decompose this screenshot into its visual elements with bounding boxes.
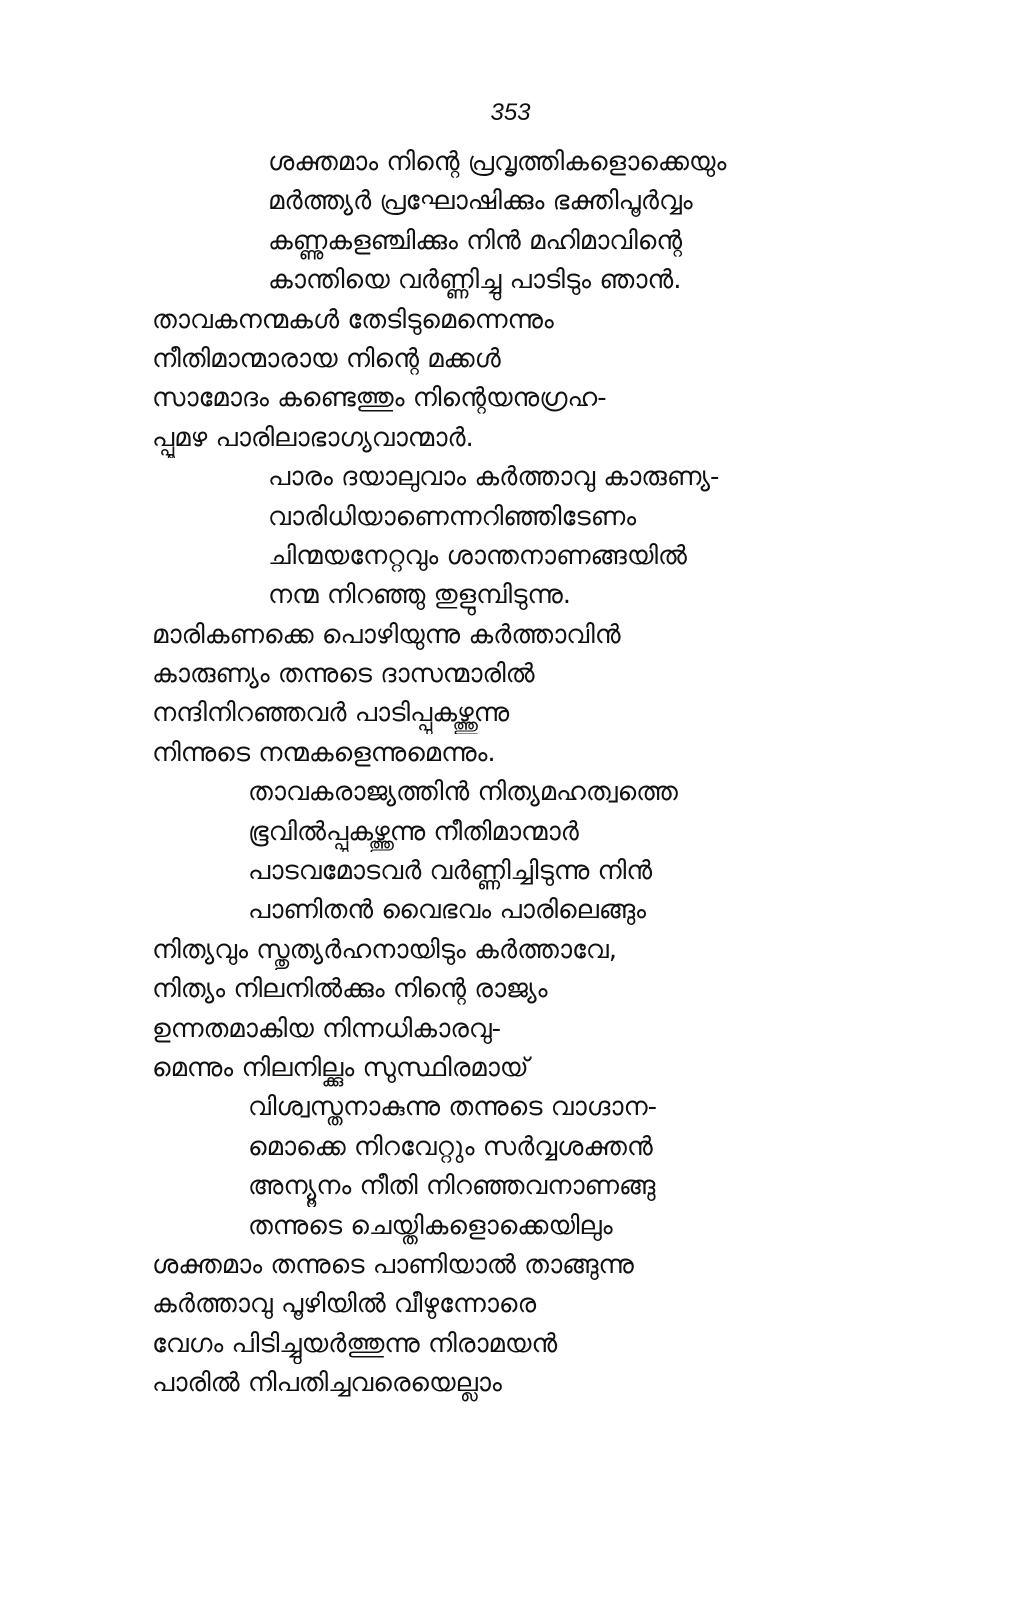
verse-line: വാരിധിയാണെന്നറിഞ്ഞിടേണം	[268, 501, 637, 532]
verse-line: മെന്നും നിലനില്ക്കും സുസ്ഥിരമായ്	[152, 1052, 529, 1083]
verse-line: കർത്താവു പൂഴിയിൽ വീഴുന്നോരെ	[152, 1289, 537, 1320]
verse-line: നിത്യം നിലനിൽക്കും നിന്റെ രാജ്യം	[152, 974, 548, 1005]
verse-line: പാണിതൻ വൈഭവം പാരിലെങ്ങും	[248, 895, 647, 926]
stanza	[0, 1246, 1021, 1404]
page-number: 353	[490, 99, 531, 126]
verse-line: കാന്തിയെ വർണ്ണിച്ചു പാടിടും ഞാൻ.	[268, 265, 682, 296]
stanza	[0, 1088, 1021, 1246]
stanza	[0, 301, 1021, 459]
verse-line: നന്ദിനിറഞ്ഞവർ പാടിപ്പുകഴ്ത്തുന്നു	[152, 698, 510, 729]
verse-line: കാരുണ്യം തന്നുടെ ദാസന്മാരിൽ	[152, 659, 535, 690]
verse-line: ഉന്നതമാകിയ നിന്നധികാരവു-	[152, 1013, 502, 1044]
verse-line: പാടവമോടവർ വർണ്ണിച്ചിടുന്നു നിൻ	[248, 856, 653, 887]
verse-line: കണ്ണുകളഞ്ചിക്കും നിൻ മഹിമാവിന്റെ	[268, 225, 683, 256]
verse-line: സാമോദം കണ്ടെത്തും നിന്റെയനുഗ്രഹ-	[152, 383, 607, 414]
verse-line: താവകരാജ്യത്തിൻ നിത്യമഹത്വത്തെ	[248, 777, 678, 808]
verse-line: വേഗം പിടിച്ചുയർത്തുന്നു നിരാമയൻ	[152, 1328, 558, 1359]
verse-line: നിന്നുടെ നന്മകളെന്നുമെന്നും.	[152, 737, 496, 768]
stanza	[0, 616, 1021, 774]
verse-line: ചിന്മയനേറ്റവും ശാന്തനാണങ്ങയിൽ	[268, 540, 687, 571]
verse-line: തന്നുടെ ചെയ്തികളൊക്കെയിലും	[248, 1210, 613, 1241]
verse-line: നീതിമാന്മാരായ നിന്റെ മക്കൾ	[152, 343, 501, 374]
stanza	[0, 931, 1021, 1089]
stanza	[0, 143, 1021, 301]
verse-line: നിത്യവും സ്തുത്യർഹനായിടും കർത്താവേ,	[152, 934, 617, 965]
verse-line: ശക്തമാം തന്നുടെ പാണിയാൽ താങ്ങുന്നു	[152, 1249, 634, 1280]
verse-line: മാരികണക്കെ പൊഴിയുന്നു കർത്താവിൻ	[152, 619, 621, 650]
verse-line: മൊക്കെ നിറവേറ്റും സർവ്വശക്തൻ	[248, 1131, 653, 1162]
verse-line: ശക്തമാം നിന്റെ പ്രവൃത്തികളൊക്കെയും	[268, 147, 727, 177]
verse-line: മർത്ത്യർ പ്രഘോഷിക്കും ഭക്തിപൂർവ്വം	[268, 186, 693, 217]
poem-body	[0, 143, 1021, 1404]
verse-line: നന്മ നിറഞ്ഞു തുളുമ്പിടുന്നു.	[268, 580, 572, 611]
stanza	[0, 773, 1021, 931]
verse-line: ഭൂവിൽപ്പുകഴ്ത്തുന്നു നീതിമാന്മാർ	[248, 816, 579, 847]
verse-line: താവകനന്മകൾ തേടിടുമെന്നെന്നും	[152, 304, 554, 335]
verse-line: അന്യൂനം നീതി നിറഞ്ഞവനാണങ്ങു	[248, 1171, 656, 1202]
verse-line: പ്പൂമഴ പാരിലാഭാഗ്യവാന്മാർ.	[152, 422, 474, 453]
verse-line: വിശ്വസ്തനാകുന്നു തന്നുടെ വാഗ്ദാന-	[248, 1092, 657, 1123]
verse-line: പാരം ദയാലുവാം കർത്താവു കാരുണ്യ-	[268, 462, 720, 493]
verse-line: പാരിൽ നിപതിച്ചവരെയെല്ലാം	[152, 1368, 502, 1399]
stanza	[0, 458, 1021, 616]
